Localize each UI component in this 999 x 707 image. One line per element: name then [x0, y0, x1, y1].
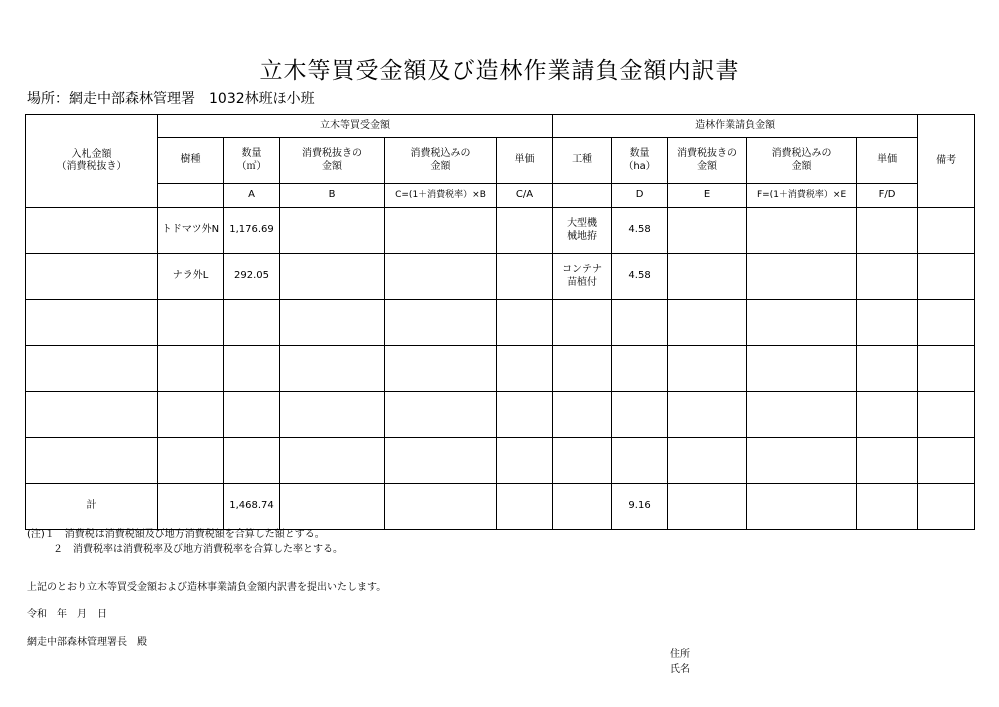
page-title: 立木等買受金額及び造林作業請負金額内訳書	[259, 58, 740, 84]
quantity-d-header	[612, 138, 668, 184]
unit-price-ca-header: 単価	[497, 138, 553, 184]
reforestation-group-header: 造林作業請負金額	[553, 115, 918, 138]
incl-tax-label-2: 金額	[791, 160, 812, 172]
quantity-label: 数量	[629, 148, 650, 159]
code-ca: C/A	[497, 184, 553, 208]
total-row	[26, 484, 975, 530]
work-type-code-cell	[553, 184, 612, 208]
incl-tax-f-cell	[747, 208, 857, 254]
total-remarks	[918, 484, 975, 530]
incl-tax-f-cell	[747, 254, 857, 300]
total-quantity-d: 9.16	[612, 484, 668, 530]
table-row	[26, 346, 975, 392]
species-cell: ナラ外L	[158, 254, 224, 300]
excl-tax-label-2: 金額	[697, 160, 718, 172]
unit-price-fd-cell	[857, 254, 918, 300]
unit-price-ca-cell	[497, 208, 553, 254]
breakdown-table	[25, 114, 975, 530]
code-b: B	[280, 184, 385, 208]
notes	[27, 527, 343, 557]
name-label: 氏名	[670, 664, 690, 675]
quantity-d-cell: 4.58	[612, 208, 668, 254]
submission-statement: 上記のとおり立木等買受金額および造林事業請負金額内訳書を提出いたします。	[27, 582, 387, 593]
location-line: 場所：網走中部森林管理署 1032林班ほ小班	[27, 91, 315, 107]
work-type-cell: 大型機械地拵	[553, 208, 612, 254]
bid-amount-label: 入札金額	[71, 148, 112, 160]
incl-tax-label: 消費税込みの	[771, 148, 832, 159]
code-c: C=(1＋消費税率）×B	[385, 184, 497, 208]
quantity-unit: （㎥）	[236, 160, 267, 172]
incl-tax-label-2: 金額	[430, 160, 451, 172]
work-type-cell: コンテナ苗植付	[553, 254, 612, 300]
note-1: (注)１ 消費税は消費税額及び地方消費税額を合算した額とする。	[27, 529, 325, 540]
code-a: A	[224, 184, 280, 208]
excl-tax-e-header	[668, 138, 747, 184]
total-quantity-a: 1,468.74	[224, 484, 280, 530]
unit-price-fd-header: 単価	[857, 138, 918, 184]
total-work-type-cell	[553, 484, 612, 530]
bid-amount-header	[26, 115, 158, 208]
total-excl-tax-b	[280, 484, 385, 530]
table-row	[26, 254, 975, 300]
note-2: ２ 消費税率は消費税率及び地方消費税率を合算した率とする。	[53, 544, 343, 555]
quantity-a-cell: 1,176.69	[224, 208, 280, 254]
quantity-label: 数量	[241, 148, 262, 159]
total-unit-price-fd	[857, 484, 918, 530]
bid-amount-cell	[26, 254, 158, 300]
table-row	[26, 300, 975, 346]
code-f: F=(1＋消費税率）×E	[747, 184, 857, 208]
total-excl-tax-e	[668, 484, 747, 530]
excl-tax-e-cell	[668, 208, 747, 254]
excl-tax-label: 消費税抜きの	[302, 148, 362, 159]
remarks-cell	[918, 254, 975, 300]
total-species-cell	[158, 484, 224, 530]
quantity-d-cell: 4.58	[612, 254, 668, 300]
remarks-cell	[918, 208, 975, 254]
total-label: 計	[26, 484, 158, 530]
incl-tax-c-cell	[385, 254, 497, 300]
table-row	[26, 392, 975, 438]
excl-tax-label-2: 金額	[322, 160, 342, 172]
unit-price-fd-cell	[857, 208, 918, 254]
species-cell: トドマツ外N	[158, 208, 224, 254]
incl-tax-c-header	[385, 138, 497, 184]
bid-amount-sub-label: （消費税抜き）	[56, 161, 127, 172]
excl-tax-label: 消費税抜きの	[677, 148, 738, 159]
quantity-a-header	[224, 138, 280, 184]
quantity-a-cell: 292.05	[224, 254, 280, 300]
total-incl-tax-c	[385, 484, 497, 530]
code-d: D	[612, 184, 668, 208]
total-unit-price-ca	[497, 484, 553, 530]
incl-tax-c-cell	[385, 208, 497, 254]
code-e: E	[668, 184, 747, 208]
date-line: 令和 年 月 日	[27, 609, 107, 620]
quantity-unit: （ha）	[623, 160, 656, 172]
excl-tax-b-cell	[280, 208, 385, 254]
total-incl-tax-f	[747, 484, 857, 530]
address-label: 住所	[670, 649, 690, 660]
signature-block	[670, 647, 690, 677]
code-fd: F/D	[857, 184, 918, 208]
bid-amount-cell	[26, 208, 158, 254]
timber-group-header: 立木等買受金額	[158, 115, 553, 138]
unit-price-ca-cell	[497, 254, 553, 300]
table-row	[26, 208, 975, 254]
addressee-line: 網走中部森林管理署長 殿	[27, 637, 147, 648]
work-type-header: 工種	[553, 138, 612, 184]
excl-tax-e-cell	[668, 254, 747, 300]
excl-tax-b-header	[280, 138, 385, 184]
excl-tax-b-cell	[280, 254, 385, 300]
incl-tax-f-header	[747, 138, 857, 184]
table-row	[26, 438, 975, 484]
species-code-cell	[158, 184, 224, 208]
remarks-header: 備考	[918, 115, 975, 208]
species-header: 樹種	[158, 138, 224, 184]
incl-tax-label: 消費税込みの	[410, 148, 471, 159]
